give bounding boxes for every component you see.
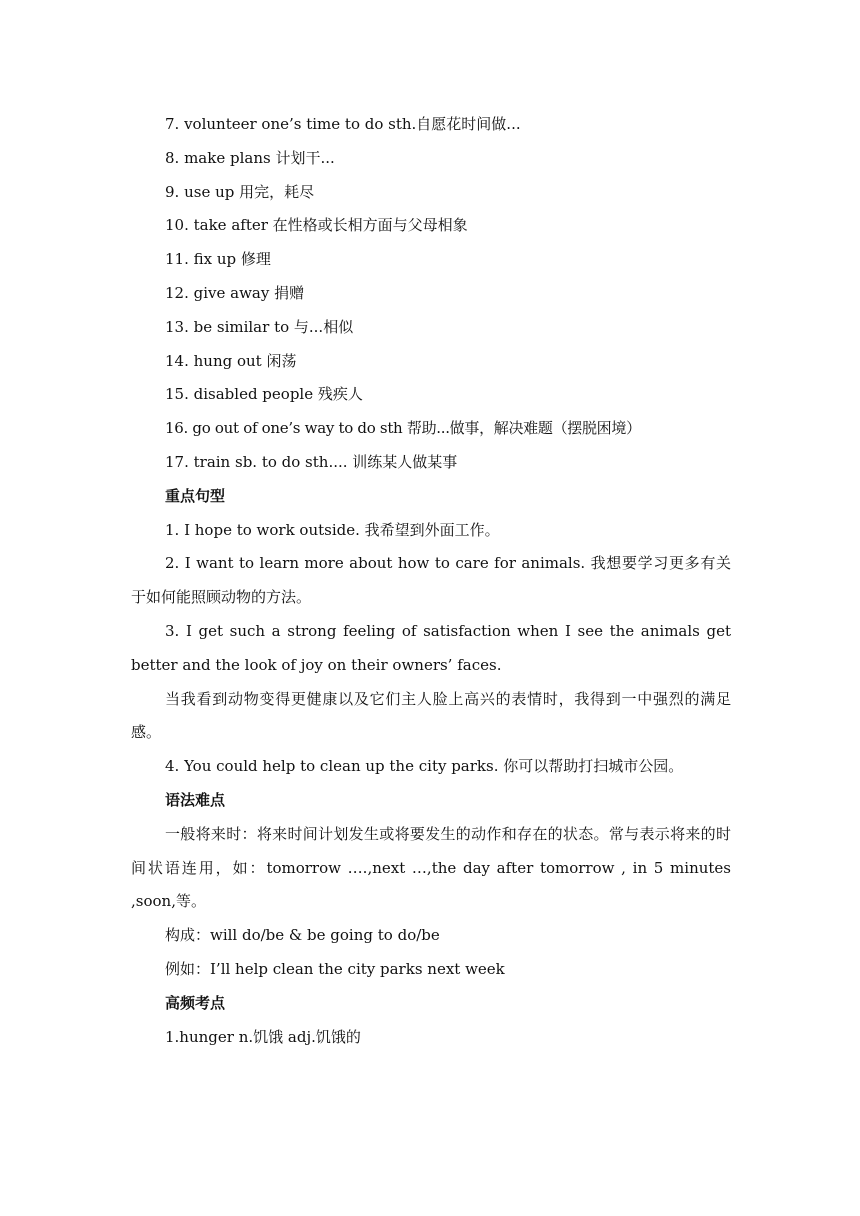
phrase-item: 14. hung out 闲荡	[165, 351, 297, 370]
phrase-item: 10. take after 在性格或长相方面与父母相象	[165, 216, 468, 235]
sentence-item: 2. I want to learn more about how to care for animals. 我想要学习更多有关于如何能照顾动物的方法。	[131, 554, 731, 607]
document-body	[131, 108, 731, 1054]
phrase-item: 9. use up 用完，耗尽	[165, 182, 315, 201]
phrase-item: 12. give away 捐赠	[165, 283, 305, 302]
section-heading-grammar: 语法难点	[165, 790, 226, 809]
grammar-structure: 构成：will do/be & be going to do/be	[165, 926, 440, 945]
phrase-item: 7. volunteer one’s time to do sth.自愿花时间做...	[165, 115, 521, 133]
sentence-translation: 当我看到动物变得更健康以及它们主人脸上高兴的表情时，我得到一中强烈的满足感。	[131, 689, 731, 742]
grammar-example: 例如：I’ll help clean the city parks next week	[165, 959, 505, 978]
section-heading-key-sentences: 重点句型	[165, 486, 226, 505]
grammar-definition: 一般将来时：将来时间计划发生或将要发生的动作和存在的状态。常与表示将来的时间状语连用，如：tomorrow ….,next …,the day after tomorrow , in 5 minutes ,soon,等。	[131, 824, 731, 911]
phrase-item: 13. be similar to 与...相似	[165, 317, 354, 336]
exam-point-item: 1.hunger n.饥饿 adj.饥饿的	[165, 1027, 361, 1046]
section-heading-exam-points: 高频考点	[165, 993, 226, 1012]
phrase-item: 16. go out of one’s way to do sth 帮助...做事，解决难题（摆脱困境）	[165, 419, 641, 438]
sentence-item: 3. I get such a strong feeling of satisfaction when I see the animals get better and the look of joy on their owners’ faces.	[131, 621, 731, 674]
sentence-item: 4. You could help to clean up the city parks. 你可以帮助打扫城市公园。	[165, 757, 684, 776]
phrase-item: 11. fix up 修理	[165, 250, 271, 269]
phrase-item: 15. disabled people 残疾人	[165, 385, 363, 404]
sentence-item: 1. I hope to work outside. 我希望到外面工作。	[165, 520, 500, 539]
phrase-item: 8. make plans 计划干...	[165, 148, 335, 167]
phrase-item: 17. train sb. to do sth.... 训练某人做某事	[165, 452, 458, 471]
